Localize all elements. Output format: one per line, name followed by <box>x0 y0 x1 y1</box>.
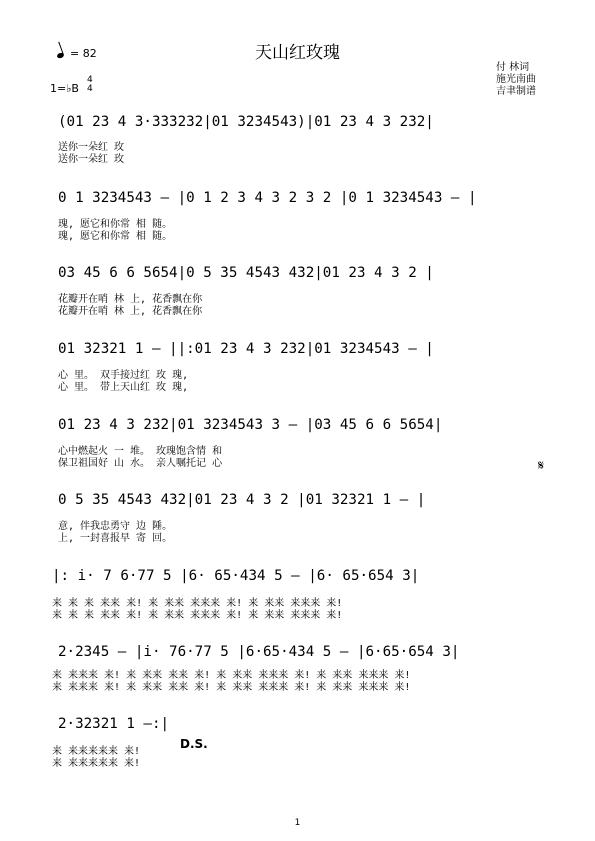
time-signature <box>87 76 93 94</box>
lyrics-row-6-verse-2: 上, 一封喜报早 寄 回。 <box>58 533 173 544</box>
dal-segno-mark: D.S. <box>180 737 208 751</box>
lyrics-row-8-verse-1: 来 来来来 来! 来 来来 来来 来! 来 来来 来来来 来! 来 来来 来来来 来! <box>52 670 411 681</box>
composer: 施光南曲 <box>496 74 536 85</box>
notation-row-1: (01 23 4 3·333232|01 3234543)|01 23 4 3 232| <box>58 114 434 130</box>
lyrics-row-1-verse-2: 送你一朵红 玫 <box>58 154 125 165</box>
lyrics-row-8-verse-2: 来 来来来 来! 来 来来 来来 来! 来 来来 来来来 来! 来 来来 来来来 来! <box>52 682 411 693</box>
lyrics-row-5-verse-2: 保卫祖国好 山 水。 亲人嘱托记 心 <box>58 458 223 469</box>
lyrics-row-9-verse-2: 来 来来来来来 来! <box>52 758 141 769</box>
page-number: 1 <box>294 818 301 828</box>
lyrics-row-3-verse-1: 花瓣开在哨 林 上, 花香飘在你 <box>58 294 203 305</box>
arranger: 吉聿制谱 <box>496 86 536 97</box>
lyrics-row-5-verse-1: 心中燃起火 一 堆。 玫瑰饱含情 和 <box>58 446 223 457</box>
lyrics-row-1-verse-1: 送你一朵红 玫 <box>58 142 125 153</box>
time-signature-top: 4 <box>87 75 93 85</box>
tempo-value: = 82 <box>70 47 97 60</box>
lyrics-row-4-verse-2: 心 里。 带上天山红 玫 瑰, <box>58 382 189 393</box>
notation-row-5: 01 23 4 3 232|01 3234543 3 – |03 45 6 6 5654| <box>58 417 443 433</box>
lyrics-row-9-verse-1: 来 来来来来来 来! <box>52 746 141 757</box>
notation-row-4: 01 32321 1 – ||:01 23 4 3 232|01 3234543 – | <box>58 341 434 357</box>
lyrics-row-2-verse-1: 瑰, 愿它和你常 相 随。 <box>58 219 173 230</box>
notation-row-9: 2·32321 1 –:| <box>58 716 170 732</box>
lyrics-row-3-verse-2: 花瓣开在哨 林 上, 花香飘在你 <box>58 306 203 317</box>
time-signature-bottom: 4 <box>87 84 93 94</box>
quarter-note-icon <box>56 52 64 59</box>
notation-row-2: 0 1 3234543 – |0 1 2 3 4 3 2 3 2 |0 1 3234543 – | <box>58 190 477 206</box>
lyricist: 付 林词 <box>496 62 530 73</box>
notation-row-6: 0 5 35 4543 432|01 23 4 3 2 |01 32321 1 – | <box>58 492 426 508</box>
lyrics-row-6-verse-1: 意, 伴我忠勇守 边 陲。 <box>58 521 173 532</box>
song-title: 天山红玫瑰 <box>255 43 340 63</box>
lyrics-row-7-verse-1: 来 来 来 来来 来! 来 来来 来来来 来! 来 来来 来来来 来! <box>52 598 343 609</box>
lyrics-row-2-verse-2: 瑰, 愿它和你常 相 随。 <box>58 231 173 242</box>
key-signature: 1=♭B <box>50 82 79 95</box>
notation-row-3: 03 45 6 6 5654|0 5 35 4543 432|01 23 4 3 2 | <box>58 265 434 281</box>
lyrics-row-7-verse-2: 来 来 来 来来 来! 来 来来 来来来 来! 来 来来 来来来 来! <box>52 610 343 621</box>
tempo-marking <box>57 47 97 60</box>
notation-row-7: |: i· 7 6·77 5 |6· 65·434 5 – |6· 65·654 3| <box>52 568 420 584</box>
credits <box>496 62 536 98</box>
lyrics-row-4-verse-1: 心 里。 双手接过红 玫 瑰, <box>58 370 189 381</box>
notation-row-8: 2·2345 – |i· 76·77 5 |6·65·434 5 – |6·65·654 3| <box>58 644 460 660</box>
segno-icon: 𝄋 <box>538 458 545 474</box>
